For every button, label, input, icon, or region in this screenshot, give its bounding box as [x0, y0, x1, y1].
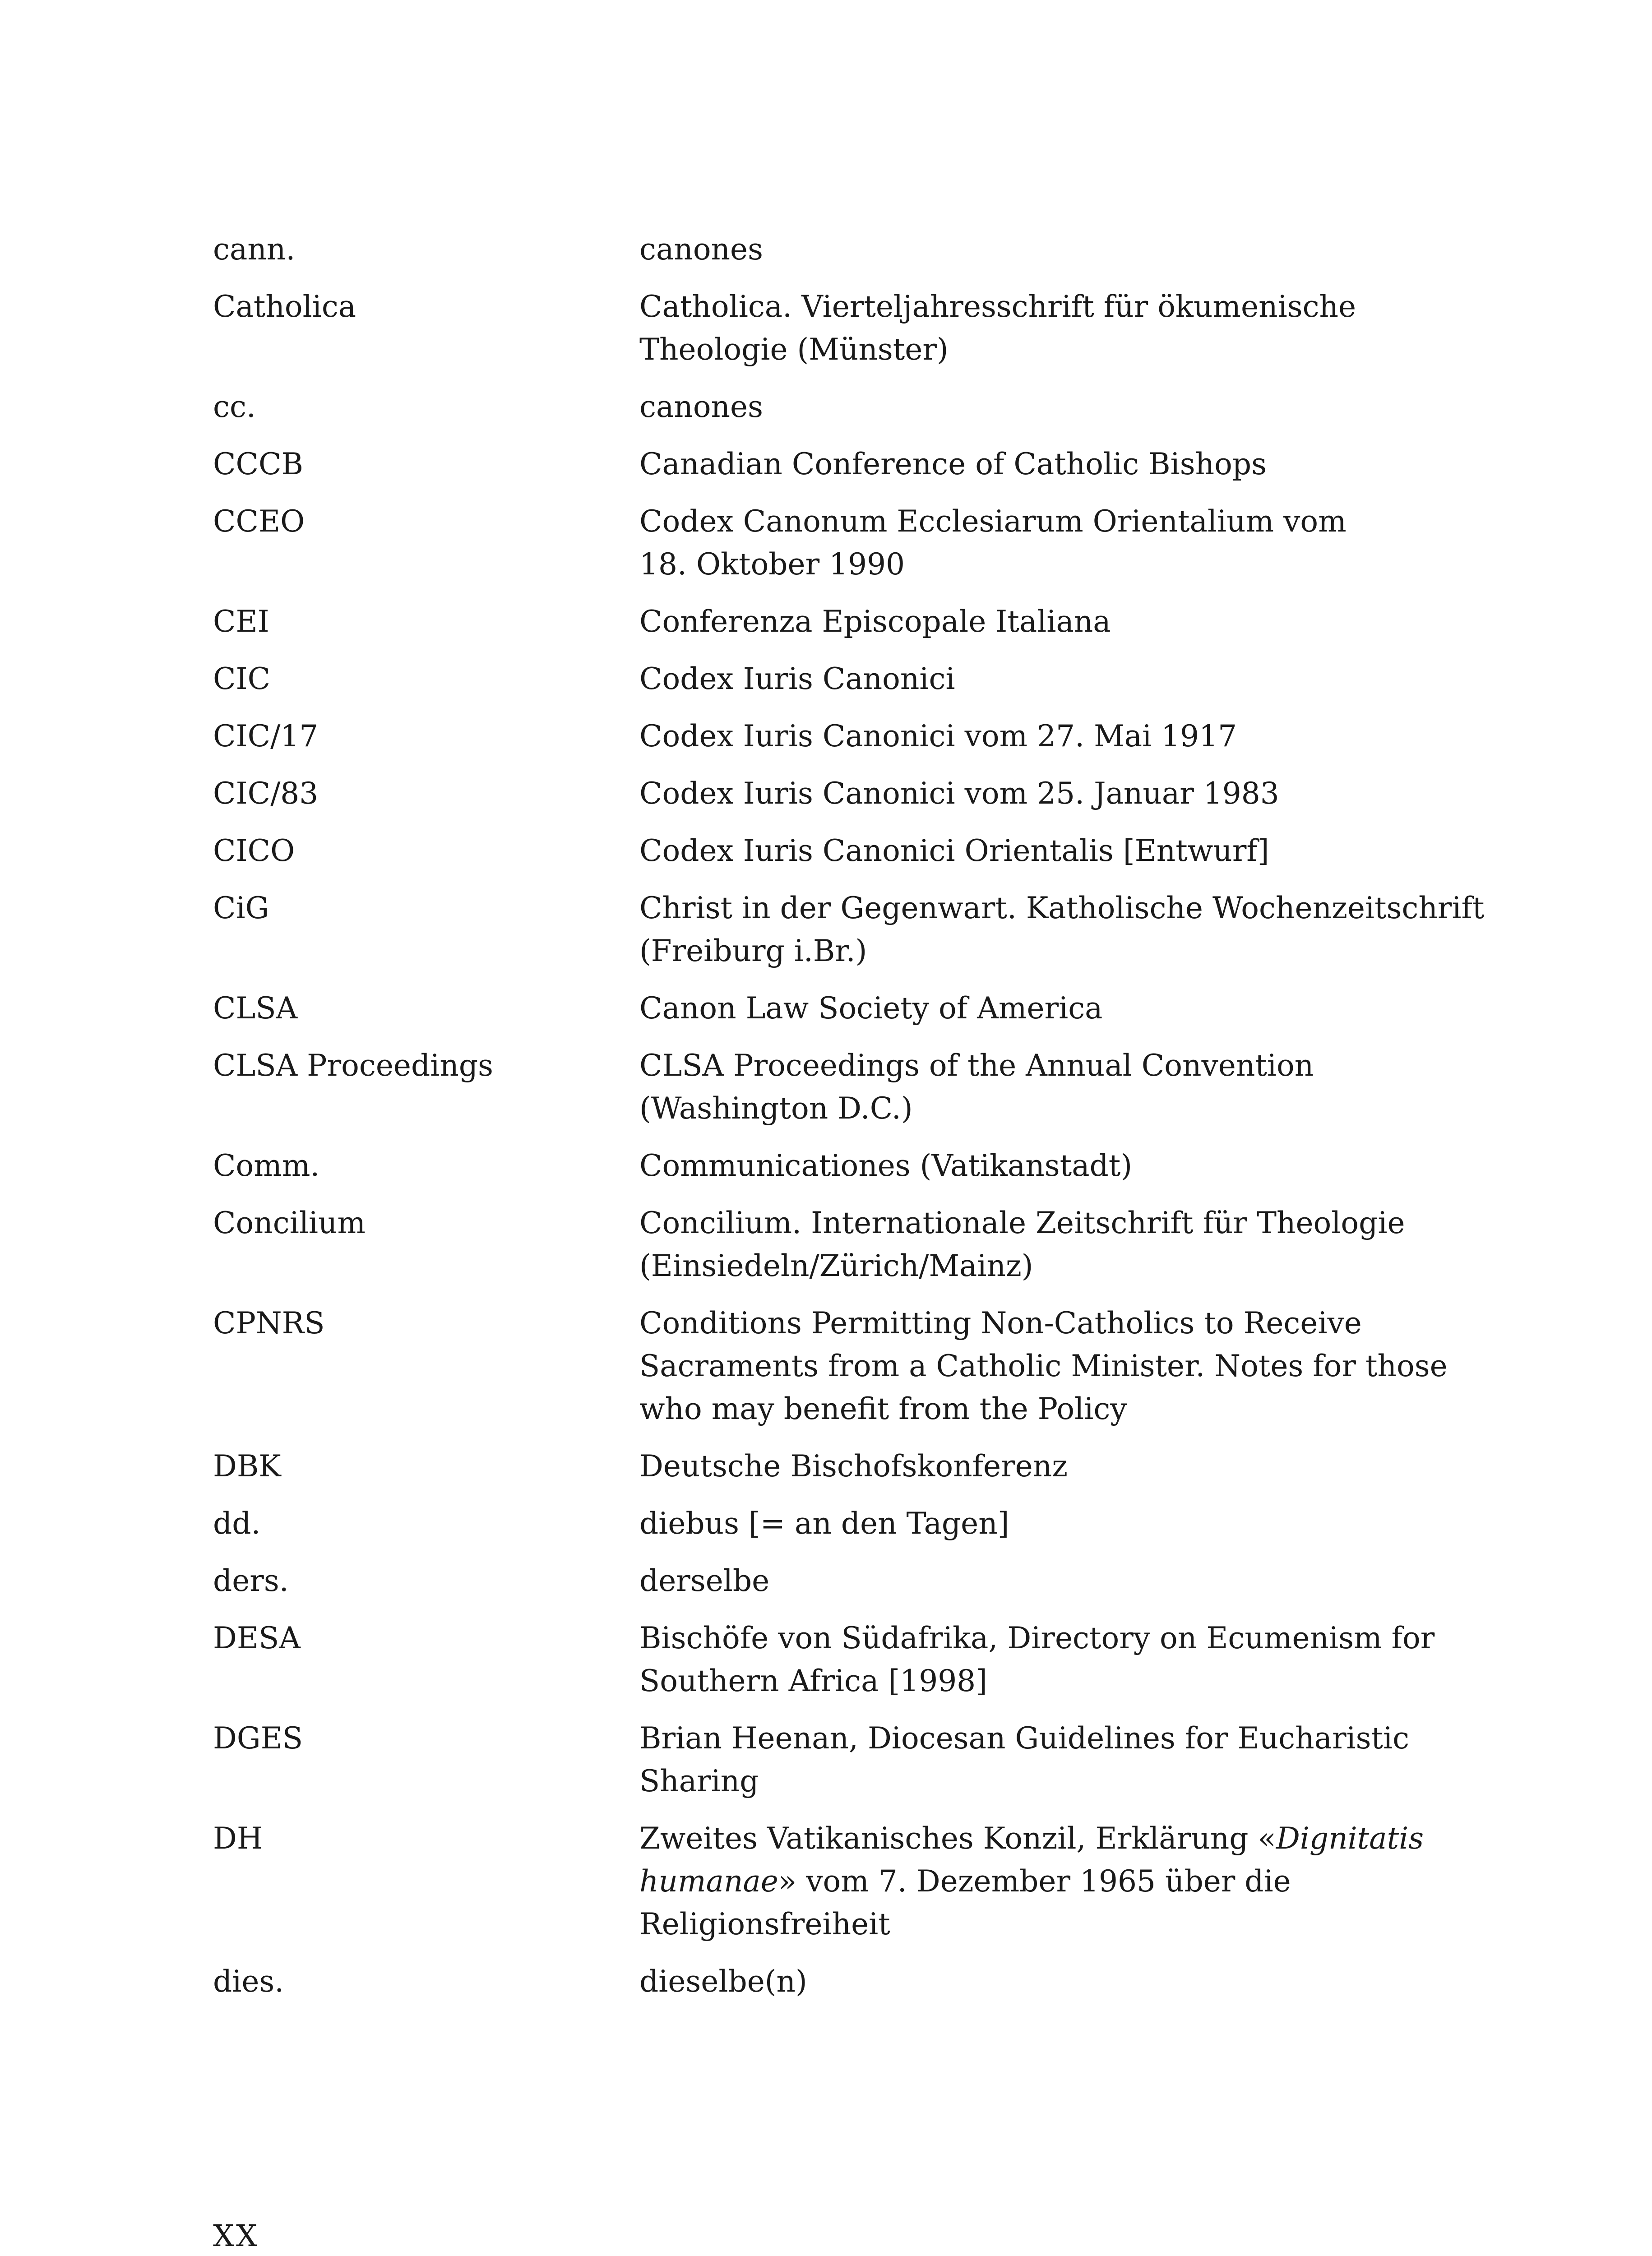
abbreviation-term: CLSA	[213, 991, 298, 1026]
abbreviation-term: CIC/83	[213, 776, 319, 811]
document-title-italic: humanae	[639, 1864, 778, 1899]
abbreviation-entry	[213, 1302, 1449, 1430]
definition-line: Codex Iuris Canonici vom 25. Januar 1983	[639, 776, 1279, 811]
abbreviation-term: CiG	[213, 891, 269, 925]
abbreviation-entry	[213, 887, 1485, 972]
abbreviation-entry	[213, 1502, 1449, 1545]
definition-line: Conferenza Episcopale Italiana	[639, 604, 1111, 639]
abbreviation-definition	[639, 1302, 1449, 1430]
abbreviation-entry	[213, 1445, 1449, 1488]
abbreviation-term: CIC	[213, 661, 271, 696]
abbreviation-term: Catholica	[213, 289, 356, 324]
abbreviation-definition	[639, 887, 1485, 972]
abbreviation-term: CICO	[213, 833, 295, 868]
definition-line: Sharing	[639, 1764, 759, 1798]
definition-line: Theologie (Münster)	[639, 332, 949, 367]
abbreviation-term: dd.	[213, 1506, 261, 1541]
abbreviation-term: DESA	[213, 1621, 301, 1655]
abbreviation-entry	[213, 385, 1449, 428]
abbreviation-entry	[213, 600, 1449, 643]
abbreviation-definition	[639, 285, 1449, 371]
abbreviation-definition	[639, 228, 1449, 271]
abbreviation-entry	[213, 228, 1449, 271]
abbreviation-list	[213, 228, 1485, 2017]
definition-line: Codex Canonum Ecclesiarum Orientalium vom	[639, 504, 1347, 539]
abbreviation-definition	[639, 1717, 1449, 1803]
abbreviation-term: Comm.	[213, 1148, 320, 1183]
definition-line: derselbe	[639, 1563, 770, 1598]
definition-line: Sacraments from a Catholic Minister. Notes for those	[639, 1349, 1448, 1383]
definition-line: canones	[639, 232, 763, 267]
abbreviation-entry	[213, 443, 1449, 485]
definition-line: diebus [= an den Tagen]	[639, 1506, 1009, 1541]
abbreviation-definition	[639, 1445, 1449, 1488]
abbreviation-term: CCCB	[213, 447, 303, 481]
definition-line: (Einsiedeln/Zürich/Mainz)	[639, 1248, 1033, 1283]
definition-line: CLSA Proceedings of the Annual Convention	[639, 1048, 1314, 1083]
abbreviation-entry	[213, 1044, 1449, 1130]
abbreviation-definition	[639, 715, 1449, 758]
document-title-italic: Dignitatis	[1276, 1821, 1424, 1856]
definition-line: Canon Law Society of America	[639, 991, 1103, 1026]
definition-line	[639, 1860, 1449, 1903]
abbreviation-definition	[639, 772, 1449, 815]
abbreviation-entry	[213, 715, 1449, 758]
definition-line: Bischöfe von Südafrika, Directory on Ecumenism for	[639, 1621, 1435, 1655]
definition-line: Codex Iuris Canonici vom 27. Mai 1917	[639, 719, 1237, 754]
abbreviation-definition	[639, 443, 1449, 485]
abbreviation-definition	[639, 1559, 1449, 1602]
abbreviation-entry	[213, 500, 1449, 586]
abbreviation-definition	[639, 1044, 1449, 1130]
abbreviation-entry	[213, 987, 1449, 1030]
abbreviation-term: Concilium	[213, 1206, 366, 1240]
abbreviation-entry	[213, 1202, 1449, 1287]
definition-line: Brian Heenan, Diocesan Guidelines for Eucharistic	[639, 1721, 1410, 1756]
abbreviation-term: dies.	[213, 1964, 284, 1999]
definition-line: 18. Oktober 1990	[639, 547, 905, 582]
definition-line	[639, 1817, 1449, 1860]
definition-line: Christ in der Gegenwart. Katholische Wochenzeitschrift	[639, 891, 1485, 925]
abbreviation-definition	[639, 385, 1449, 428]
abbreviation-definition	[639, 1144, 1449, 1187]
abbreviation-definition	[639, 829, 1449, 872]
abbreviation-term: cc.	[213, 389, 256, 424]
definition-line: Codex Iuris Canonici	[639, 661, 955, 696]
definition-line: (Freiburg i.Br.)	[639, 934, 867, 968]
abbreviation-term: CCEO	[213, 504, 305, 539]
definition-line: who may benefit from the Policy	[639, 1392, 1127, 1426]
abbreviation-term: CLSA Proceedings	[213, 1048, 493, 1083]
abbreviation-term: ders.	[213, 1563, 289, 1598]
definition-line: (Washington D.C.)	[639, 1091, 913, 1126]
definition-line: dieselbe(n)	[639, 1964, 807, 1999]
abbreviation-entry	[213, 1717, 1449, 1803]
abbreviation-entry	[213, 285, 1449, 371]
abbreviation-entry	[213, 1617, 1449, 1702]
abbreviation-definition	[639, 1960, 1449, 2003]
page-number: XX	[213, 2219, 259, 2253]
abbreviation-definition	[639, 1817, 1449, 1946]
definition-line: Southern Africa [1998]	[639, 1664, 987, 1698]
abbreviation-term: CPNRS	[213, 1306, 325, 1341]
definition-line: Deutsche Bischofskonferenz	[639, 1449, 1068, 1484]
abbreviation-entry	[213, 1960, 1449, 2003]
abbreviation-definition	[639, 600, 1449, 643]
abbreviation-term: DGES	[213, 1721, 303, 1756]
definition-line: Religionsfreiheit	[639, 1907, 890, 1942]
definition-line: Codex Iuris Canonici Orientalis [Entwurf]	[639, 833, 1269, 868]
definition-text: » vom 7. Dezember 1965 über die	[778, 1864, 1291, 1899]
definition-line: canones	[639, 389, 763, 424]
abbreviation-entry	[213, 1559, 1449, 1602]
abbreviation-definition	[639, 1502, 1449, 1545]
definition-line: Communicationes (Vatikanstadt)	[639, 1148, 1133, 1183]
abbreviation-definition	[639, 1202, 1449, 1287]
abbreviation-term: DH	[213, 1821, 263, 1856]
abbreviation-definition	[639, 987, 1449, 1030]
abbreviation-entry	[213, 1817, 1449, 1946]
definition-text: Zweites Vatikanisches Konzil, Erklärung «	[639, 1821, 1276, 1856]
abbreviation-entry	[213, 772, 1449, 815]
abbreviation-term: CIC/17	[213, 719, 319, 754]
abbreviation-term: cann.	[213, 232, 296, 267]
abbreviation-entry	[213, 829, 1449, 872]
abbreviation-definition	[639, 657, 1449, 700]
definition-line: Concilium. Internationale Zeitschrift für Theologie	[639, 1206, 1405, 1240]
abbreviation-definition	[639, 1617, 1449, 1702]
abbreviation-term: CEI	[213, 604, 269, 639]
abbreviation-entry	[213, 657, 1449, 700]
abbreviation-entry	[213, 1144, 1449, 1187]
definition-line: Conditions Permitting Non-Catholics to Receive	[639, 1306, 1362, 1341]
definition-line: Catholica. Vierteljahresschrift für ökumenische	[639, 289, 1356, 324]
abbreviation-definition	[639, 500, 1449, 586]
abbreviation-term: DBK	[213, 1449, 281, 1484]
definition-line: Canadian Conference of Catholic Bishops	[639, 447, 1267, 481]
